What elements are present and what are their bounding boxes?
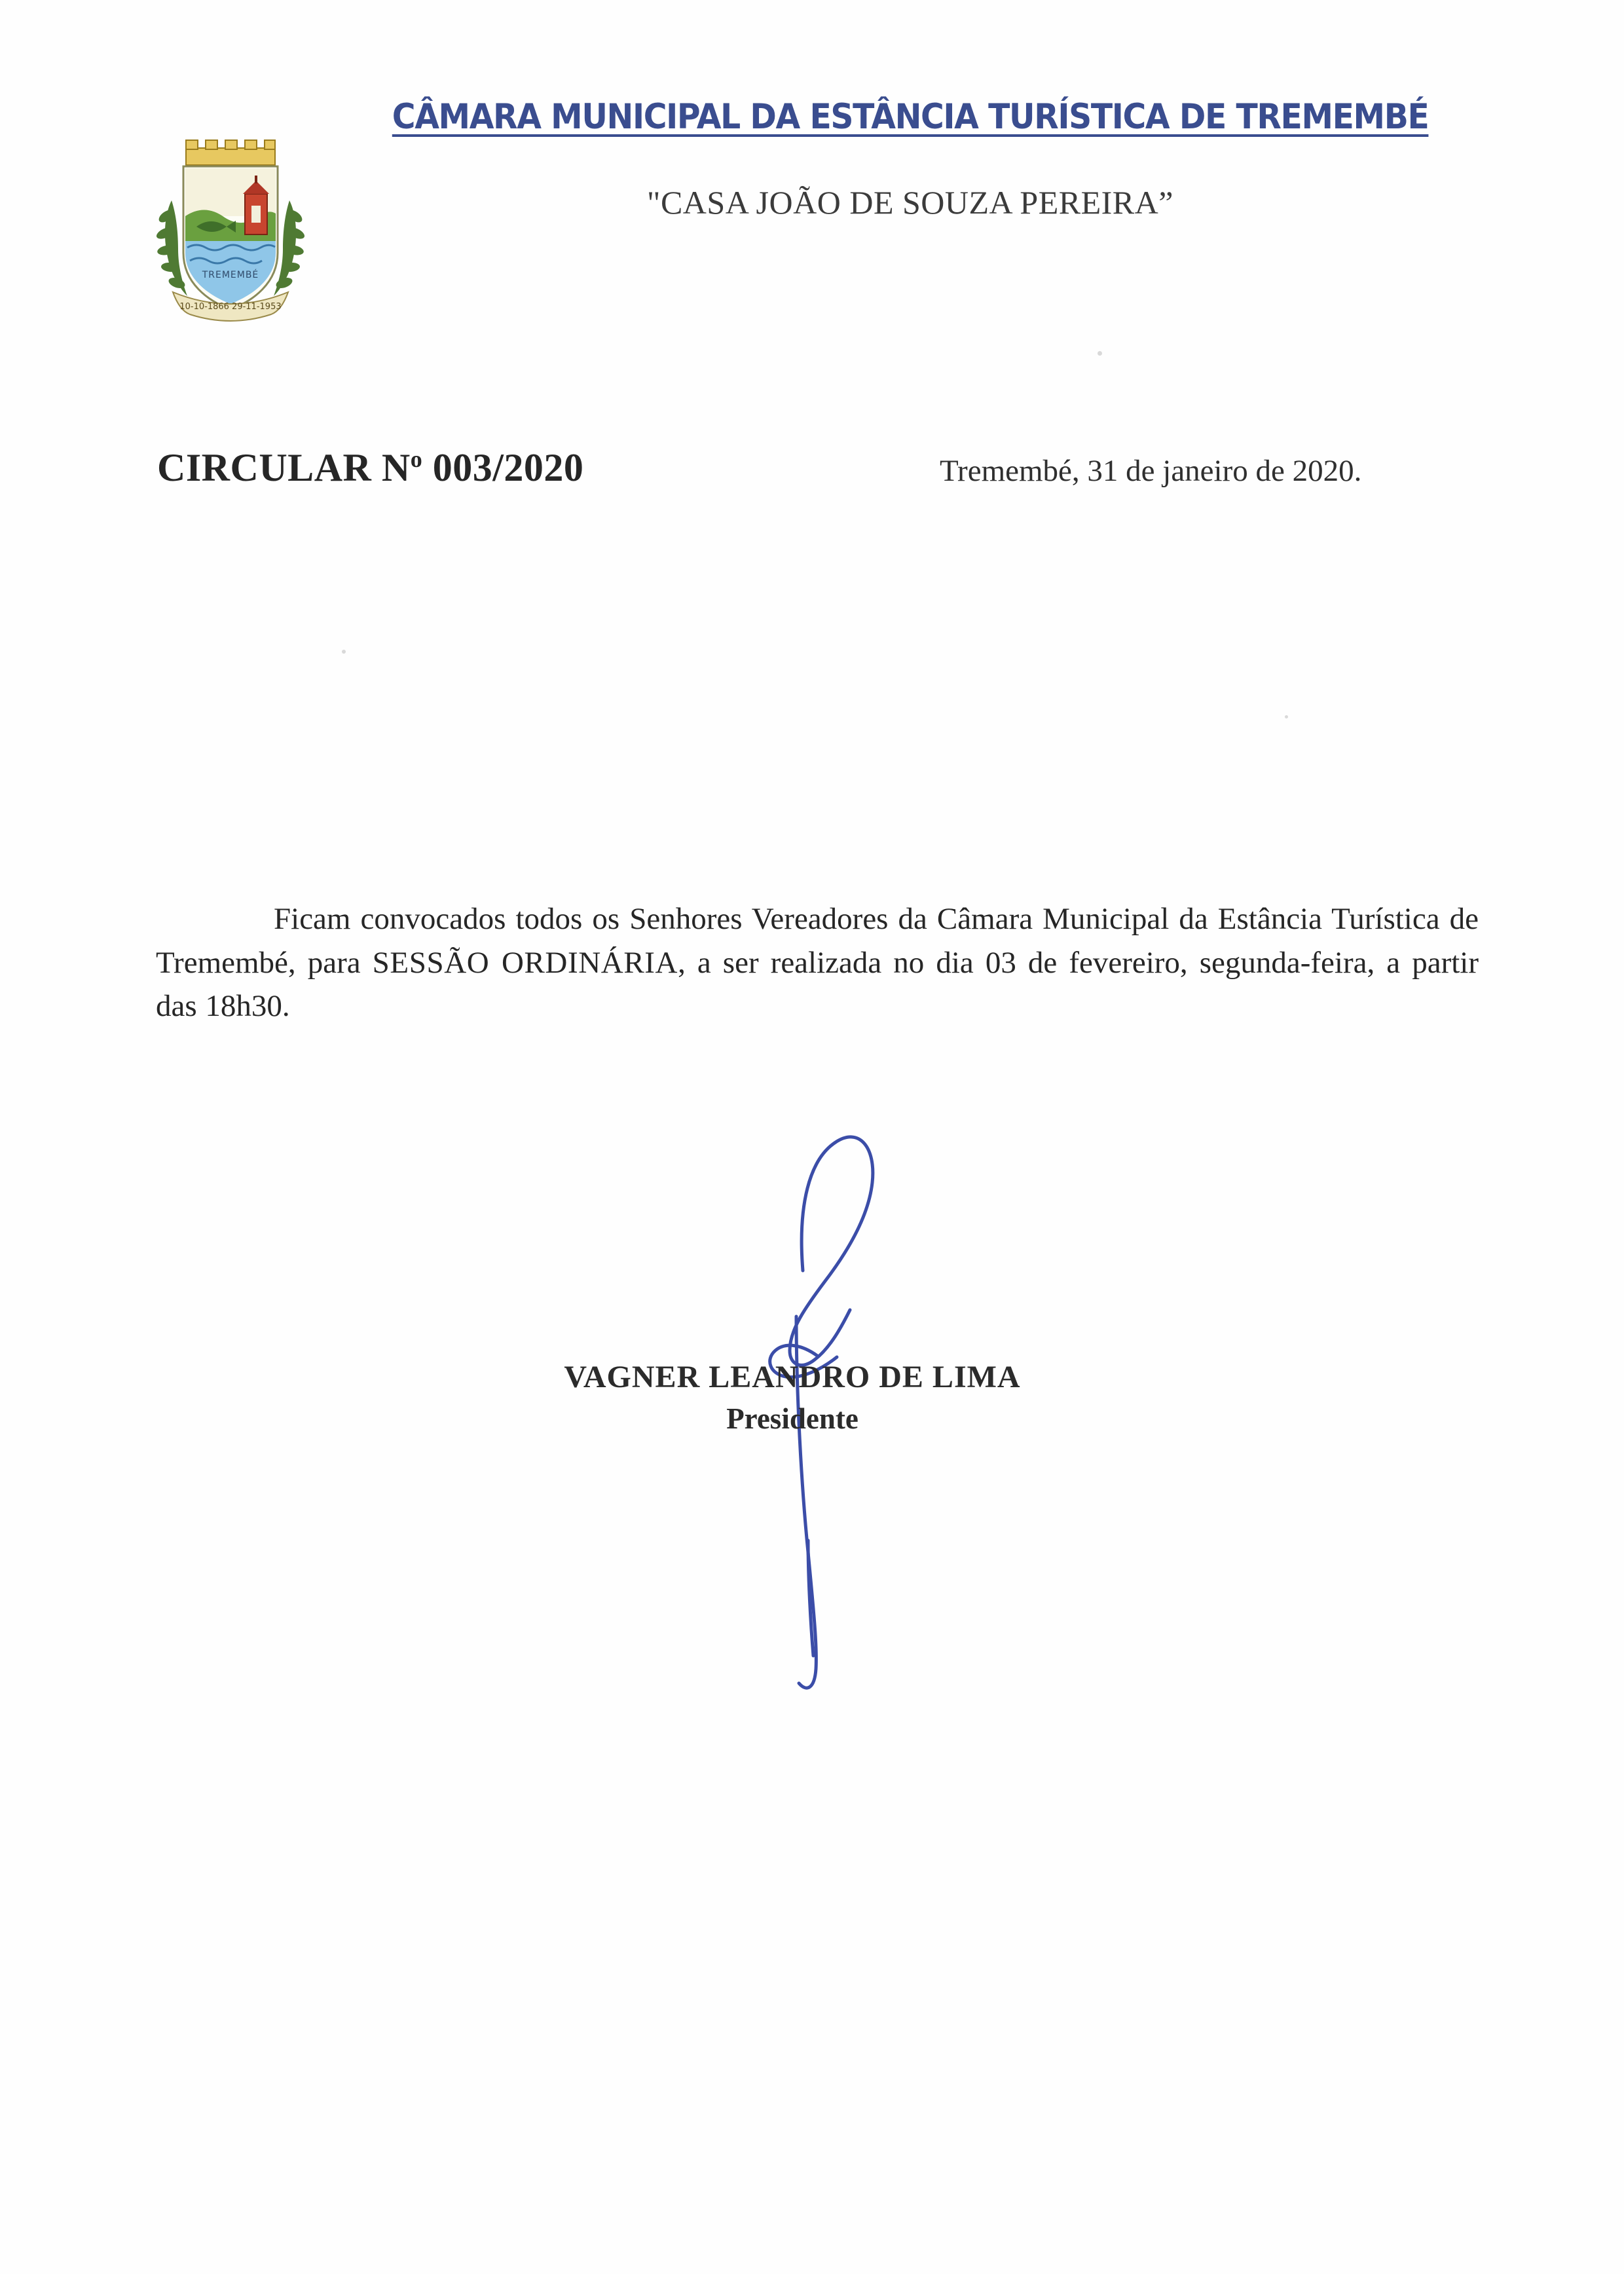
document-header [0, 98, 1624, 334]
document-body [156, 897, 1479, 1028]
svg-text:10-10-1866 29-11-1953: 10-10-1866 29-11-1953 [179, 302, 282, 312]
scan-speck [342, 650, 346, 654]
scan-speck [1285, 715, 1288, 718]
convocation-paragraph [156, 897, 1479, 1028]
house-name: "CASA JOÃO DE SOUZA PEREIRA” [647, 184, 1173, 221]
organization-title: CÂMARA MUNICIPAL DA ESTÂNCIA TURÍSTICA DE TREMEMBÉ [392, 97, 1429, 137]
signer-role: Presidente [726, 1402, 858, 1435]
circular-ordinal-mark: o [410, 446, 423, 472]
circular-value: 003/2020 [422, 446, 584, 489]
signer-name: VAGNER LEANDRO DE LIMA [564, 1360, 1021, 1394]
svg-text:TREMEMBÉ: TREMEMBÉ [202, 270, 259, 280]
signer-block [367, 1359, 1218, 1436]
signature-area [0, 1054, 1624, 1775]
session-type: SESSÃO ORDINÁRIA [372, 945, 678, 980]
place-and-date: Tremembé, 31 de janeiro de 2020. [940, 454, 1362, 488]
paragraph-text-part2: , a ser realizada no dia 03 de fevereiro, segunda-feira, a partir das 18h30. [156, 945, 1479, 1024]
coat-of-arms-icon [149, 138, 312, 334]
circular-meta-row [0, 445, 1624, 504]
header-text-block [347, 98, 1473, 221]
scan-speck [1098, 351, 1102, 356]
circular-number [157, 445, 583, 491]
paragraph-text-part1: Ficam convocados todos os Senhores Vereadores da Câmara Municipal da Estância Turística de Tremembé, para [156, 902, 1479, 980]
circular-prefix: CIRCULAR N [157, 446, 411, 489]
